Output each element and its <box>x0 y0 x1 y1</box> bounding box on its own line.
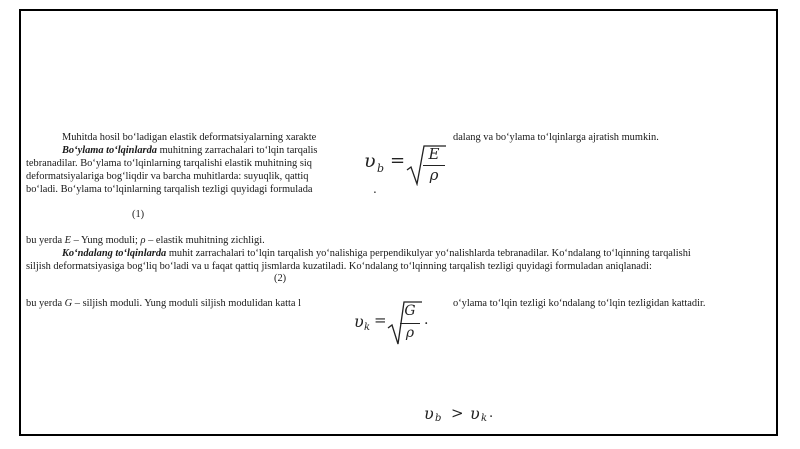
para2-symbol-E: E <box>64 235 72 246</box>
formula3-rhs-sub: k <box>481 413 488 424</box>
para3-line1-right: o‘ylama to‘lqin tezligi ko‘ndalang to‘lqin tezligidan kattadir. <box>453 298 706 309</box>
para2-line3: siljish deformatsiyasiga bog‘liq bo‘ladi va u faqat qattiq jismlarda kuzatiladi. Ko‘ndalang to‘lqinning tarqalish tezligi quyidagi formuladan aniqlanadi: <box>26 261 652 272</box>
para2-symbol-rho: ρ <box>140 235 146 246</box>
para1-line1-right: dalang va bo‘ylama to‘lqinlarga ajratish mumkin. <box>453 132 659 143</box>
formula1-numerator: E <box>428 145 440 163</box>
formula2-period: . <box>424 312 429 328</box>
para2-bold-term: Ko‘ndalang to‘lqinlarda <box>62 248 167 259</box>
para1-line4: deformatsiyalariga bog‘liqdir va barcha muhitlarda: suyuqlik, qattiq <box>26 171 309 182</box>
para3-mid: – siljish moduli. Yung moduli siljish modulidan katta l <box>72 298 301 309</box>
formula3-greater-than: > <box>451 404 464 422</box>
formula2-fraction-bar <box>400 323 420 324</box>
formula2-equals: = <box>374 311 387 329</box>
para1-line2-rest: muhitning zarrachalari to‘lqin tarqalis <box>156 145 318 156</box>
stray-dot: . <box>373 182 377 196</box>
formula-2 <box>350 298 450 348</box>
para1-line5: bo‘ladi. Bo‘ylama to‘lqinlarning tarqalish tezligi quyidagi formulada <box>26 184 313 195</box>
para1-line1-left: Muhitda hosil bo‘ladigan elastik deformatsiyalarning xarakte <box>62 132 317 143</box>
para3-symbol-G: G <box>64 298 73 309</box>
formula2-lhs-sub: k <box>364 322 371 333</box>
formula3-lhs-sub: b <box>435 413 442 424</box>
document-page <box>19 9 778 436</box>
para2-line1 <box>26 234 265 247</box>
para2-post: – elastik muhitning zichligi. <box>145 235 265 246</box>
formula1-equals: = <box>390 150 406 171</box>
para1-bold-term: Bo‘ylama to‘lqinlarda <box>62 145 157 156</box>
para3-pre: bu yerda <box>26 298 65 309</box>
para2-mid: – Yung moduli; <box>71 235 141 246</box>
para2-line2 <box>62 247 691 260</box>
formula2-lhs: υ <box>354 312 364 331</box>
formula2-numerator: G <box>404 303 416 319</box>
para1-line3: tebranadilar. Bo‘ylama to‘lqinlarning tarqalishi elastik muhitning siq <box>26 158 312 169</box>
formula-3 <box>424 404 514 428</box>
formula2-denominator: ρ <box>405 325 415 341</box>
eq1-number: (1) <box>132 209 145 220</box>
formula1-lhs-sub: b <box>377 162 385 175</box>
formula1-denominator: ρ <box>429 166 439 184</box>
para3-line1-left <box>26 297 301 310</box>
eq2-number: (2) <box>274 273 287 284</box>
para2-pre: bu yerda <box>26 235 65 246</box>
formula3-lhs: υ <box>424 404 434 423</box>
formula1-lhs: υ <box>364 150 376 172</box>
formula3-rhs: υ <box>470 404 480 423</box>
formula3-period: . <box>489 406 494 421</box>
para2-line2-rest: muhit zarrachalari to‘lqin tarqalish yo‘nalishiga perpendikulyar yo‘nalishlarda tebranadilar. Ko‘ndalang to‘lqinning tarqalishi <box>166 248 691 259</box>
para1-line2 <box>62 144 317 157</box>
